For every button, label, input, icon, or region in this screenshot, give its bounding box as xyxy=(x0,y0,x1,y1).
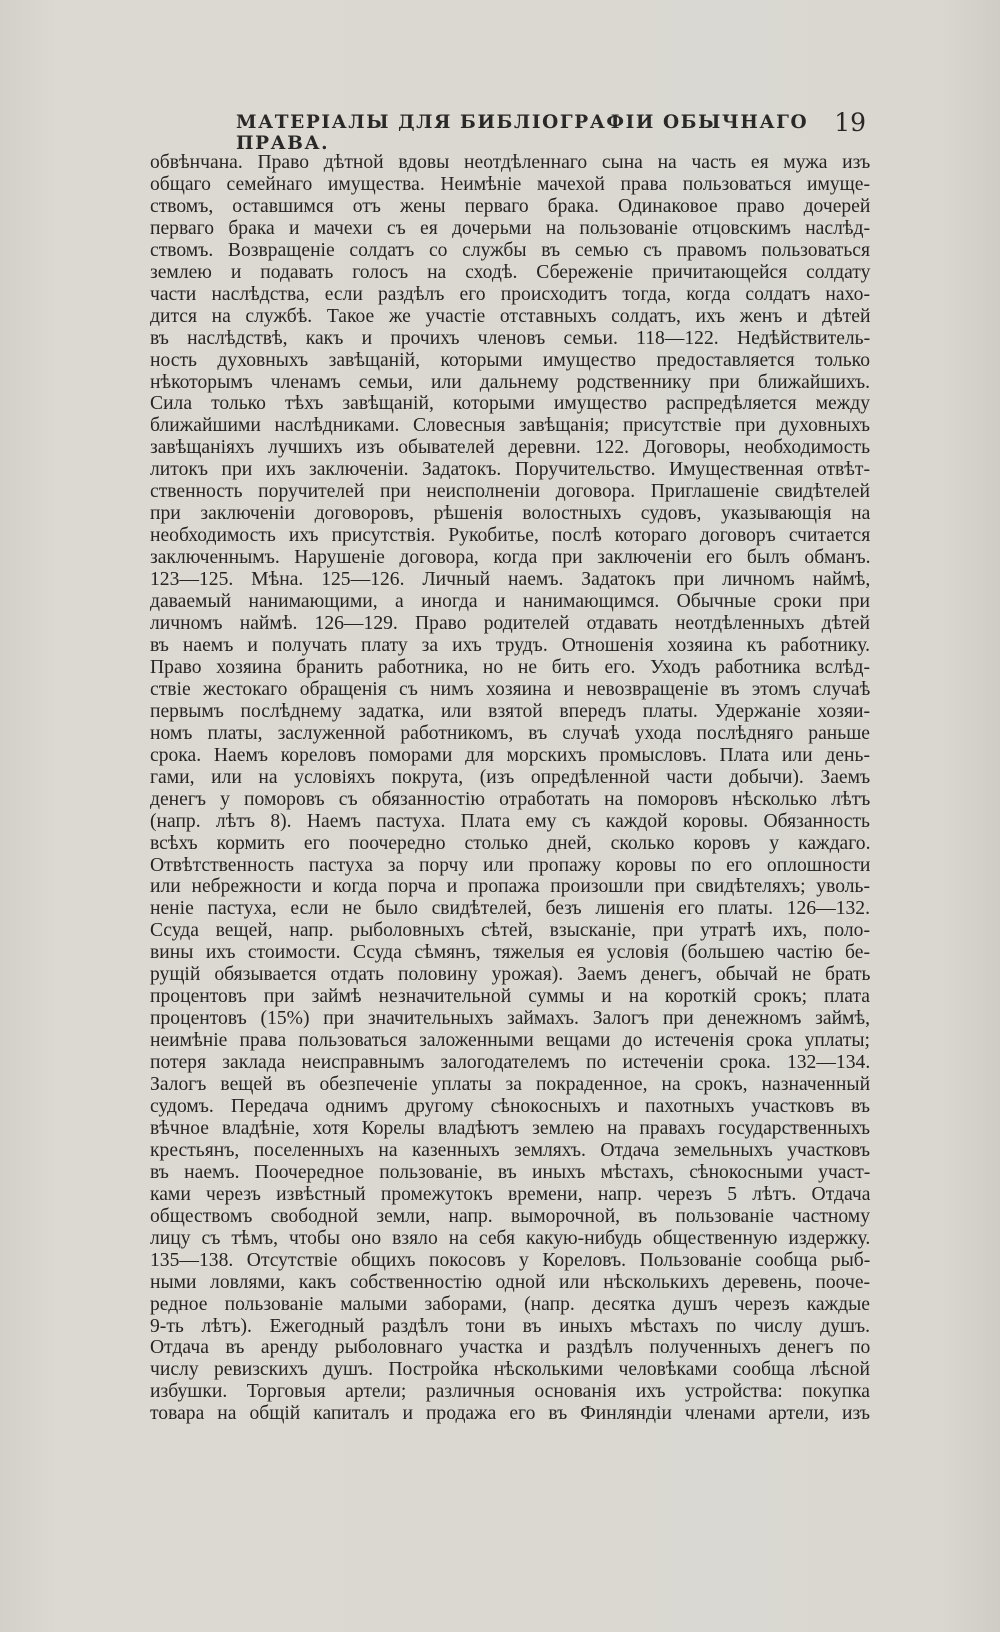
body-line: обвѣнчана. Право дѣтной вдовы неотдѣленнаго сына на часть ея мужа изъ xyxy=(150,152,871,173)
body-line: части наслѣдства, если раздѣлъ его происходитъ тогда, когда солдатъ нахо- xyxy=(150,283,870,305)
body-line: литокъ при ихъ заключеніи. Задатокъ. Поручительство. Имущественная отвѣт- xyxy=(150,459,870,481)
body-line: 9-ть лѣтъ). Ежегодный раздѣлъ тони въ иныхъ мѣстахъ по числу душъ. xyxy=(150,1315,871,1337)
body-line: крестьянъ, поселенныхъ на казенныхъ земляхъ. Отдача земельныхъ участковъ xyxy=(150,1139,871,1161)
body-line: (напр. лѣтъ 8). Наемъ пастуха. Плата ему съ каждой коровы. Обязанность xyxy=(150,810,870,832)
page-header xyxy=(150,108,866,154)
body-line: Сила только тѣхъ завѣщаній, которыми имущество распредѣляется между xyxy=(150,393,871,415)
body-line: въ наемъ. Поочередное пользованіе, въ иныхъ мѣстахъ, сѣнокосными участ- xyxy=(150,1161,871,1183)
body-line: 123—125. Мѣна. 125—126. Личный наемъ. Задатокъ при личномъ наймѣ, xyxy=(150,569,871,591)
body-line: неніе пастуха, если не было свидѣтелей, безъ лишенія его платы. 126—132. xyxy=(150,898,870,920)
body-line: обществомъ свободной земли, напр. выморочной, въ пользованіе частному xyxy=(150,1205,870,1227)
body-line: потеря заклада неисправнымъ залогодателемъ по истеченіи срока. 132—134. xyxy=(150,1052,871,1074)
body-line: завѣщаніяхъ лучшихъ изъ обывателей деревни. 122. Договоры, необходимость xyxy=(150,437,870,459)
body-line: судомъ. Передача однимъ другому сѣнокосныхъ и пахотныхъ участковъ въ xyxy=(150,1095,871,1117)
body-line: заключеннымъ. Нарушеніе договора, когда при заключеніи его былъ обманъ. xyxy=(150,547,871,569)
body-line: всѣхъ кормить его поочередно столько дней, сколько коровъ у каждаго. xyxy=(150,832,871,854)
body-line: первымъ послѣднему задатка, или взятой впередъ платы. Удержаніе хозяи- xyxy=(150,700,870,722)
page-number: 19 xyxy=(834,108,866,137)
body-line: вѣчное владѣніе, хотя Корелы владѣютъ землею на правахъ государственныхъ xyxy=(150,1117,870,1139)
body-line: срока. Наемъ кореловъ поморами для морскихъ промысловъ. Плата или день- xyxy=(150,744,870,766)
body-line: ствомъ, оставшимся отъ жены перваго брака. Одинаковое право дочерей xyxy=(150,195,871,217)
body-line: процентовъ при займѣ незначительной суммы и на короткій срокъ; плата xyxy=(150,986,870,1008)
body-line: землею и подавать голосъ на сходѣ. Сбереженіе причитающейся солдату xyxy=(150,261,871,283)
body-line: Залогъ вещей въ обезпеченіе уплаты за покраденное, на срокъ, назначенный xyxy=(150,1074,871,1096)
body-line: процентовъ (15%) при значительныхъ займахъ. Залогъ при денежномъ займѣ, xyxy=(150,1008,870,1030)
body-line: редное пользованіе малыми заборами, (напр. десятка душъ черезъ каждые xyxy=(150,1293,870,1315)
body-line: ками черезъ извѣстный промежутокъ времени, напр. черезъ 5 лѣтъ. Отдача xyxy=(150,1183,871,1205)
body-line: 135—138. Отсутствіе общихъ покосовъ у Кореловъ. Пользованіе сообща рыб- xyxy=(150,1249,871,1271)
body-line: при заключеніи договоровъ, рѣшенія волостныхъ судовъ, указывающія на xyxy=(150,503,871,525)
body-text xyxy=(150,152,870,1425)
body-line: Отвѣтственность пастуха за порчу или пропажу коровы по его оплошности xyxy=(150,854,871,876)
body-line: общаго семейнаго имущества. Неимѣніе мачехой права пользоваться имуще- xyxy=(150,173,870,195)
body-line: въ наслѣдствѣ, какъ и прочихъ членовъ семьи. 118—122. Недѣйствитель- xyxy=(150,327,871,349)
body-line: ствіе жестокаго обращенія съ нимъ хозяина и невозвращеніе въ этомъ случаѣ xyxy=(150,678,871,700)
body-line: ность духовныхъ завѣщаній, которыми имущество предоставляется только xyxy=(150,349,870,371)
body-line: даваемый нанимающими, а иногда и нанимающимся. Обычные сроки при xyxy=(150,591,870,613)
body-line: Отдача въ аренду рыболовнаго участка и раздѣлъ полученныхъ денегъ по xyxy=(150,1337,871,1359)
body-line: товара на общій капиталъ и продажа его въ Финляндіи членами артели, изъ xyxy=(150,1403,870,1425)
body-line: числу ревизскихъ душъ. Постройка нѣсколькими человѣками сообща лѣсной xyxy=(150,1359,870,1381)
body-line: ствомъ. Возвращеніе солдатъ со службы въ семью съ правомъ пользоваться xyxy=(150,239,870,261)
body-line: или небрежности и когда порча и пропажа произошли при свидѣтеляхъ; уволь- xyxy=(150,876,870,898)
body-line: Право хозяина бранить работника, но не бить его. Уходъ работника вслѣд- xyxy=(150,656,870,678)
body-line: дится на службѣ. Такое же участіе отставныхъ солдатъ, ихъ женъ и дѣтей xyxy=(150,305,871,327)
body-line: нѣкоторымъ членамъ семьи, или дальнему родственнику при ближайшихъ. xyxy=(150,371,870,393)
body-line: гами, или на условіяхъ покрута, (изъ опредѣленной части добычи). Заемъ xyxy=(150,766,871,788)
body-line: ными ловлями, какъ собственностію одной или нѣсколькихъ деревень, пооче- xyxy=(150,1271,871,1293)
body-line: личномъ наймѣ. 126—129. Право родителей отдавать неотдѣленныхъ дѣтей xyxy=(150,613,870,635)
body-line: ственность поручителей при неисполненіи договора. Приглашеніе свидѣтелей xyxy=(150,481,870,503)
body-line: въ наемъ и получать плату за ихъ трудъ. Отношенія хозяина къ работнику. xyxy=(150,634,870,656)
body-line: лицу съ тѣмъ, чтобы оно взяло на себя какую-нибудь общественную издержку. xyxy=(150,1227,871,1249)
body-line: неимѣніе права пользоваться заложенными вещами до истеченія срока уплаты; xyxy=(150,1030,870,1052)
body-line: перваго брака и мачехи съ ея дочерьми на пользованіе отцовскимъ наслѣд- xyxy=(150,217,870,239)
body-line: ближайшими наслѣдниками. Словесныя завѣщанія; присутствіе при духовныхъ xyxy=(150,415,870,437)
body-line: Ссуда вещей, напр. рыболовныхъ сѣтей, взысканіе, при утратѣ ихъ, поло- xyxy=(150,920,870,942)
body-line: номъ платы, заслуженной работникомъ, въ случаѣ ухода послѣдняго раньше xyxy=(150,722,870,744)
body-line: избушки. Торговыя артели; различныя основанія ихъ устройства: покупка xyxy=(150,1381,870,1403)
running-title: МАТЕРІАЛЫ ДЛЯ БИБЛІОГРАФІИ ОБЫЧНАГО ПРАВА. xyxy=(236,112,809,154)
body-line: рущій обязывается отдать половину урожая). Заемъ денегъ, обычай не брать xyxy=(150,964,871,986)
body-line: вины ихъ стоимости. Ссуда сѣмянъ, тяжелыя ея условія (большею частію бе- xyxy=(150,942,870,964)
body-line: денегъ у поморовъ съ обязанностію отработать на поморовъ нѣсколько лѣтъ xyxy=(150,788,871,810)
body-line: необходимость ихъ присутствія. Рукобитье, послѣ котораго договоръ считается xyxy=(150,525,871,547)
